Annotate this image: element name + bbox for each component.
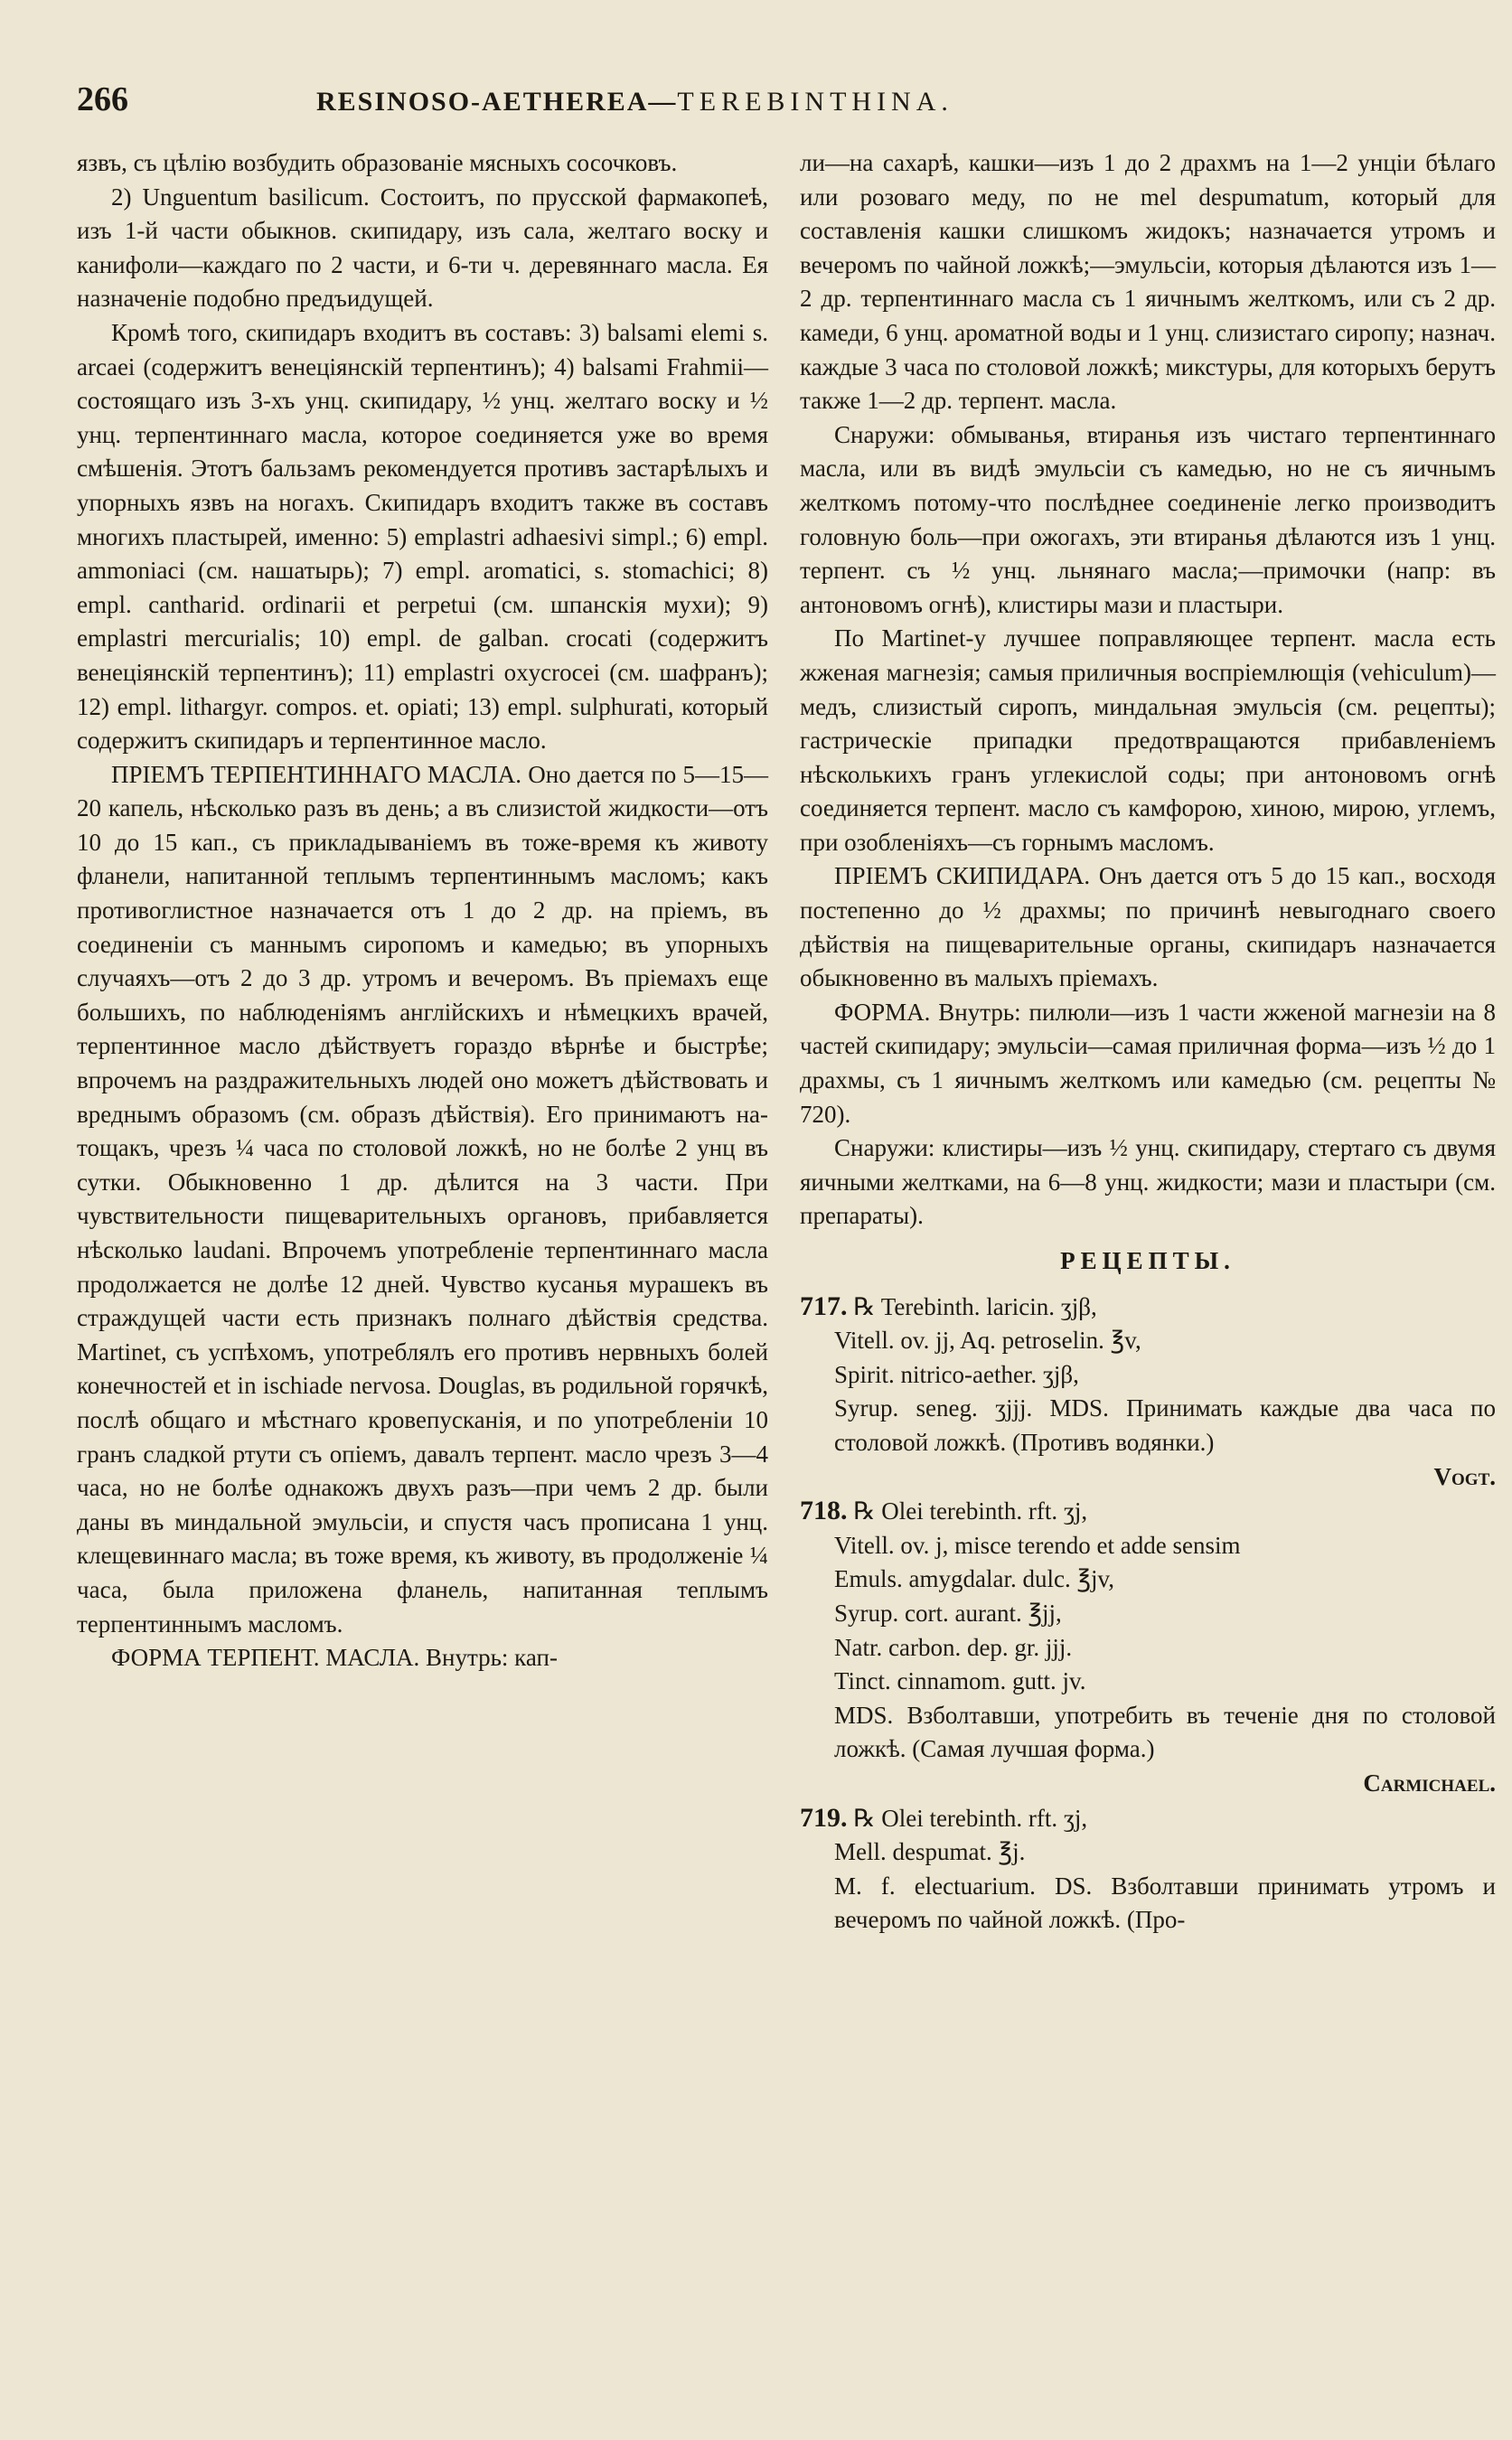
recipe-718 [800, 1494, 1496, 1800]
recipes-heading: РЕЦЕПТЫ. [1060, 1247, 1235, 1274]
paragraph: ПРІЕМЪ ТЕРПЕНТИННАГО МАСЛА. Оно дается по 5—15—20 капель, нѣсколько разъ въ день; а въ слизистой жидкости—отъ 10 до 15 кап., съ прикладываніемъ въ тоже-время къ животу фланели, напитанной теплымъ терпентиннымъ масломъ; какъ противоглистное назначается отъ 1 до 2 др. на пріемъ, въ соединеніи съ маннымъ сиропомъ и камедью; въ упорныхъ случаяхъ—отъ 2 до 3 др. утромъ и вечеромъ. Въ пріемахъ еще большихъ, по наблюденіямъ англійскихъ и нѣмецкихъ врачей, терпентинное масло дѣйствуетъ гораздо вѣрнѣе и быстрѣе; впрочемъ на раздражительныхъ людей оно можетъ дѣйствовать и вреднымъ образомъ (см. образъ дѣйствія). Его принимаютъ на-тощакъ, чрезъ ¼ часа по столовой ложкѣ, но не болѣе 2 унц въ сутки. Обыкновенно 1 др. дѣлится на 3 части. При чувствительности пищеварительныхъ органовъ, прибавляется нѣсколько laudani. Впрочемъ употребленіе терпентиннаго масла продолжается не долѣе 12 дней. Чувство кусанья мурашекъ въ страждущей части есть признакъ полнаго дѣйствія средства. Martinet, съ успѣхомъ, употреблялъ его противъ нервныхъ болей конечностей et in ischiade nervosa. Douglas, въ родильной горячкѣ, послѣ общаго и мѣстнаго кровепусканія, и по употребленіи 10 гранъ сладкой ртути съ опіемъ, давалъ терпент. масло чрезъ 3—4 часа, но не болѣе однакожъ двухъ разъ—при чемъ 2 др. были даны въ миндальной эмульсіи, и спустя часъ прописана 1 унц. клещевиннаго масла; въ тоже время, къ животу, въ продолженіе ¼ часа, была приложена фланель, напитанная теплымъ терпентиннымъ масломъ. [77, 760, 768, 1638]
page-number: 266 [77, 80, 128, 118]
paragraph: ФОРМА. Внутрь: пилюли—изъ 1 части жженой магнезіи на 8 частей скипидару; эмульсіи—самая приличная форма—изъ ½ до 1 драхмы, съ 1 яичнымъ желткомъ или камедью (см. рецепты № 720). [800, 998, 1496, 1128]
paragraph: ПРІЕМЪ СКИПИДАРА. Онъ дается отъ 5 до 15 кап., восходя постепенно до ½ драхмы; по причинѣ невыгоднаго своего дѣйствія на пищеварительные органы, скипидаръ назначается обыкновенно въ малыхъ пріемахъ. [800, 862, 1496, 992]
recipe-line: Vitell. ov. j, misce terendo et adde sensim [834, 1531, 1241, 1559]
recipe-line: ℞ Olei terebinth. rft. ʒj, [853, 1497, 1088, 1525]
recipe-number: 719. [800, 1802, 848, 1833]
recipe-number: 717. [800, 1290, 848, 1321]
recipe-line: Spirit. nitrico-aether. ʒjβ, [834, 1360, 1079, 1388]
paragraph: Снаружи: обмыванья, втиранья изъ чистаго терпентиннаго масла, или въ видѣ эмульсіи съ камедью, но не съ яичнымъ желткомъ потому-что послѣднее соединеніе легко производитъ головную боль—при ожогахъ, эти втиранья дѣлаются изъ 1 унц. терпент. съ ½ унц. льнянаго масла;—примочки (напр: въ антоновомъ огнѣ), клистиры мази и пластыри. [800, 420, 1496, 618]
recipe-line: Mell. despumat. ℥j. [834, 1838, 1026, 1866]
recipe-line: Vitell. ov. jj, Aq. petroselin. ℥v, [834, 1327, 1141, 1355]
recipe-717 [800, 1290, 1496, 1495]
paragraph: ли—на сахарѣ, кашки—изъ 1 до 2 драхмъ на 1—2 унціи бѣлаго или розоваго меду, по не mel despumatum, который для составленія кашки слишкомъ жидокъ; назначается утромъ и вечеромъ по чайной ложкѣ;—эмульсіи, которыя дѣлаются изъ 1—2 др. терпентиннаго масла съ 1 яичнымъ желткомъ, или съ 2 др. камеди, 6 унц. ароматной воды и 1 унц. слизистаго сиропу; назнач. каждые 3 часа по столовой ложкѣ; микстуры, для которыхъ берутъ также 1—2 др. терпент. масла. [800, 149, 1496, 415]
recipe-line: ℞ Terebinth. laricin. ʒjβ, [853, 1292, 1097, 1320]
recipe-line: ℞ Olei terebinth. rft. ʒj, [853, 1804, 1088, 1832]
recipe-number: 718. [800, 1496, 848, 1526]
recipe-author: Vogt. [1433, 1462, 1496, 1490]
paragraph: язвъ, съ цѣлію возбудить образованіе мясныхъ сосочковъ. [77, 149, 678, 176]
paragraph: ФОРМА ТЕРПЕНТ. МАСЛА. Внутрь: кап- [111, 1644, 558, 1672]
recipe-line: Tinct. cinnamom. gutt. jv. [834, 1667, 1086, 1695]
recipe-author: Carmichael. [1363, 1769, 1496, 1797]
recipe-line: MDS. Взболтавши, употребить въ теченіе дня по столовой ложкѣ. (Самая лучшая форма.) [834, 1701, 1496, 1763]
recipe-line: Syrup. cort. aurant. ℥jj, [834, 1599, 1062, 1627]
running-title-bold: RESINOSO-AETHEREA— [316, 87, 678, 117]
paragraph: Кромѣ того, скипидаръ входитъ въ составъ: 3) balsami elemi s. arcaei (содержитъ венеціянскій терпентинъ); 4) balsami Frahmii—состоящаго изъ 3-хъ унц. скипидару, ½ унц. желтаго воску и ½ унц. терпентиннаго масла, которое соединяется уже во время смѣшенія. Этотъ бальзамъ рекомендуется противъ застарѣлыхъ и упорныхъ язвъ на ногахъ. Скипидаръ входитъ также въ составъ многихъ пластырей, именно: 5) emplastri adhaesivi simpl.; 6) empl. ammoniaci (см. нашатырь); 7) empl. aromatici, s. stomachici; 8) empl. cantharid. ordinarii et perpetui (см. шпанскія мухи); 9) emplastri mercurialis; 10) empl. de galban. crocati (содержитъ венеціянскій терпентинъ); 11) emplastri oxycrocei (см. шафранъ); 12) empl. lithargyr. compos. et. opiati; 13) empl. sulphurati, который содержитъ скипидаръ и терпентинное масло. [77, 318, 768, 755]
recipe-line: Natr. carbon. dep. gr. jjj. [834, 1633, 1073, 1661]
recipe-line: Syrup. seneg. ʒjjj. MDS. Принимать каждые два часа по столовой ложкѣ. (Противъ водянки.) [834, 1394, 1496, 1456]
paragraph: По Martinet-у лучшее поправляющее терпент. масла есть жженая магнезія; самыя приличныя воспріемлющія (vehiculum)—медъ, слизистый сиропъ, миндальная эмульсія (см. рецепты); гастрическіе припадки предотвращаются прибавленіемъ нѣсколькихъ гранъ углекислой соды; при антоновомъ огнѣ соединяется терпент. масло съ камфорою, хиною, мирою, углемъ, при озобленіяхъ—съ горнымъ масломъ. [800, 624, 1496, 856]
page-header [77, 80, 1487, 123]
recipe-line: Emuls. amygdalar. dulc. ℥jv, [834, 1565, 1115, 1593]
paragraph: 2) Unguentum basilicum. Состоитъ, по прусской фармакопеѣ, изъ 1-й части обыкнов. скипидару, изъ сала, желтаго воску и канифоли—каждаго по 2 части, и 6-ти ч. деревяннаго масла. Ея назначеніе подобно предъидущей. [77, 183, 768, 313]
recipe-line: M. f. electuarium. DS. Взболтавши принимать утромъ и вечеромъ по чайной ложкѣ. (Про- [834, 1872, 1496, 1934]
right-column [800, 146, 1496, 1938]
recipe-719 [800, 1801, 1496, 1938]
paragraph: Снаружи: клистиры—изъ ½ унц. скипидару, стертаго съ двумя яичными желтками, на 6—8 унц. жидкости; мази и пластыри (см. препараты). [800, 1134, 1496, 1230]
running-title-spaced: TEREBINTHINA. [677, 87, 953, 117]
left-column [77, 146, 768, 1675]
running-title [316, 87, 953, 117]
